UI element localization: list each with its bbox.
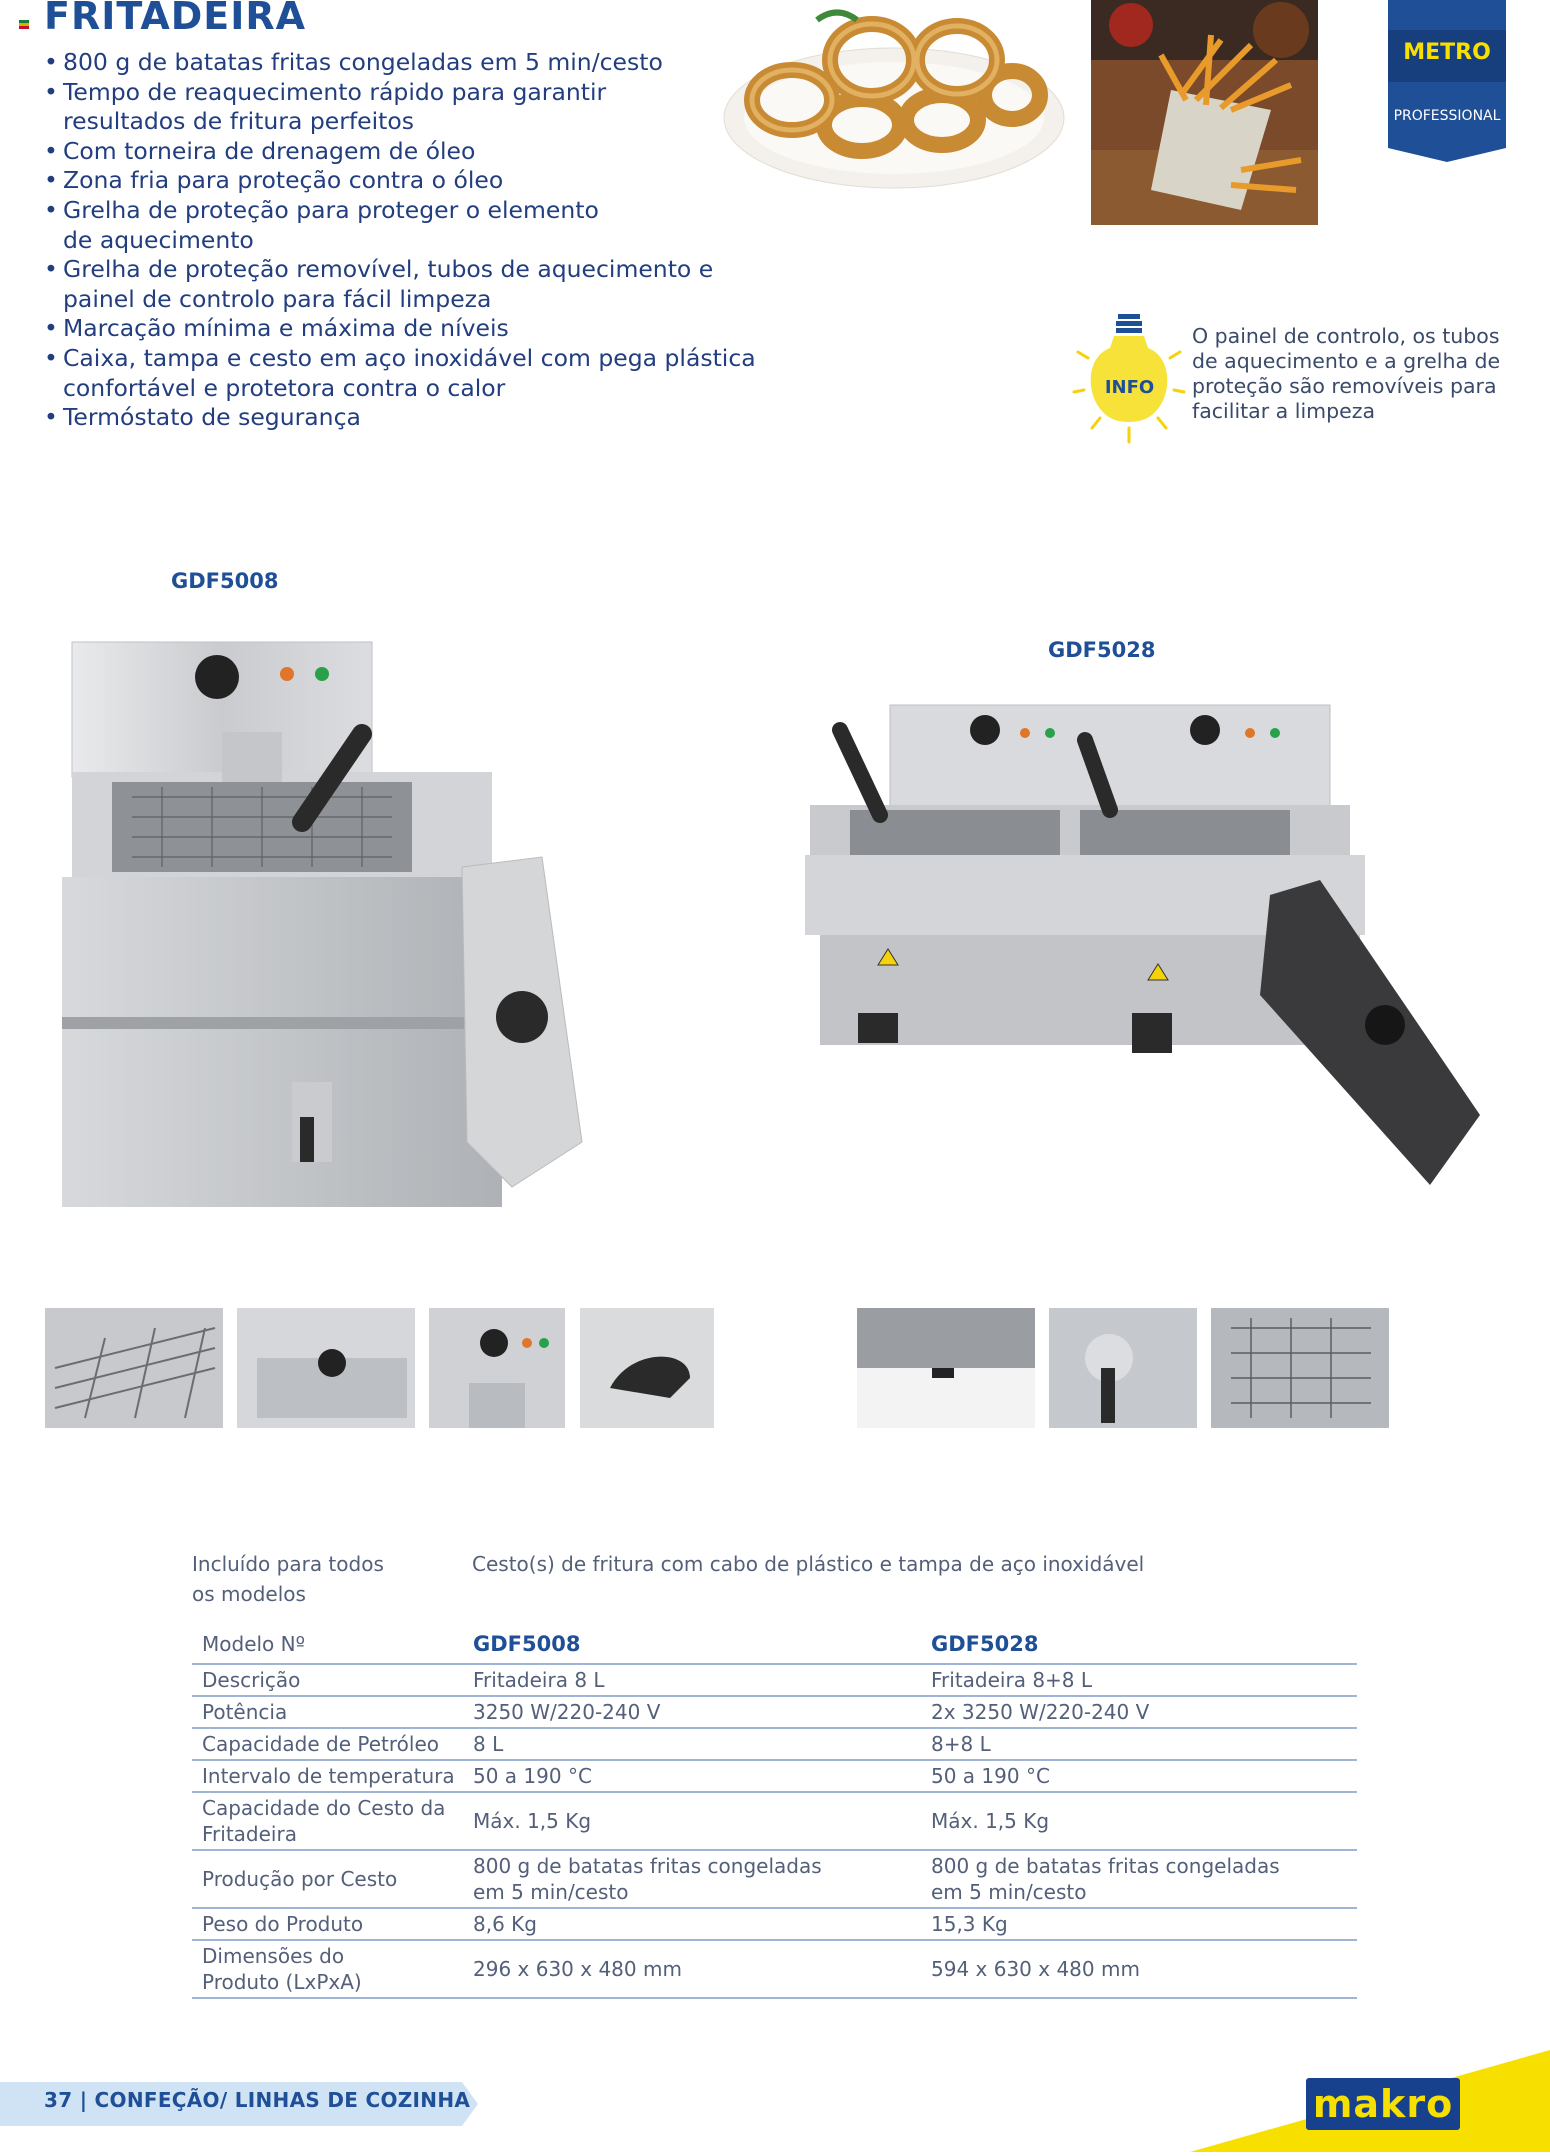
thumbnail-drain-tap	[1049, 1308, 1197, 1428]
table-row	[192, 1728, 1357, 1760]
feature-item: • Zona fria para proteção contra o óleo	[42, 166, 756, 196]
table-cell: Produção por Cesto	[192, 1850, 473, 1908]
thumbnail-control-panel	[429, 1308, 565, 1428]
feature-item: • Marcação mínima e máxima de níveis	[42, 314, 756, 344]
table-cell: 15,3 Kg	[911, 1908, 1357, 1940]
header-cell: Modelo Nº	[192, 1625, 473, 1664]
table-cell: Peso do Produto	[192, 1908, 473, 1940]
table-cell: 50 a 190 °C	[911, 1760, 1357, 1792]
table-cell: 296 x 630 x 480 mm	[473, 1940, 911, 1998]
gdf5028-product-image	[760, 695, 1480, 1195]
makro-logo-text: makro	[1312, 2082, 1454, 2126]
table-cell: Fritadeira 8 L	[473, 1664, 911, 1696]
model-label-gdf5028: GDF5028	[1048, 638, 1156, 662]
table-cell: 2x 3250 W/220-240 V	[911, 1696, 1357, 1728]
makro-logo	[1306, 2078, 1460, 2130]
thumbnail-lid	[237, 1308, 415, 1428]
table-cell: 8+8 L	[911, 1728, 1357, 1760]
feature-item: • Com torneira de drenagem de óleo	[42, 137, 756, 167]
table-row	[192, 1664, 1357, 1696]
table-cell: Máx. 1,5 Kg	[911, 1792, 1357, 1850]
gdf5008-product-image	[62, 622, 662, 1207]
table-cell: 8 L	[473, 1728, 911, 1760]
logo-metro-text: METRO	[1403, 40, 1491, 65]
table-row	[192, 1940, 1357, 1998]
included-row	[192, 1549, 1357, 1609]
included-label: Incluído para todos os modelos	[192, 1552, 384, 1606]
info-text: O painel de controlo, os tubos de aquecimento e a grelha de proteção são removíveis para facilitar a limpeza	[1192, 324, 1501, 423]
table-cell: Capacidade do Cesto da Fritadeira	[192, 1792, 473, 1850]
included-value: Cesto(s) de fritura com cabo de plástico e tampa de aço inoxidável	[472, 1552, 1145, 1576]
feature-item: • Grelha de proteção para proteger o elemento de aquecimento	[42, 196, 756, 255]
table-cell: Potência	[192, 1696, 473, 1728]
feature-item: • Tempo de reaquecimento rápido para garantir resultados de fritura perfeitos	[42, 78, 756, 137]
page-title: FRITADEIRA	[44, 0, 307, 38]
header-cell: GDF5028	[911, 1625, 1357, 1664]
table-cell: 800 g de batatas fritas congeladas em 5 min/cesto	[473, 1850, 911, 1908]
info-badge-text: INFO	[1104, 377, 1155, 398]
thumbnail-foot	[857, 1308, 1035, 1428]
metro-professional-logo	[1388, 0, 1506, 162]
table-cell: Máx. 1,5 Kg	[473, 1792, 911, 1850]
table-cell: Intervalo de temperatura	[192, 1760, 473, 1792]
spec-table	[192, 1625, 1357, 1999]
fries-photo	[1091, 0, 1318, 225]
thumbnail-basket-detail	[1211, 1308, 1389, 1428]
spec-section	[192, 1549, 1357, 1999]
table-header-row	[192, 1625, 1357, 1664]
model-label-gdf5008: GDF5008	[171, 569, 279, 593]
table-cell: 3250 W/220-240 V	[473, 1696, 911, 1728]
thumbnail-handle	[580, 1308, 714, 1428]
onion-rings-photo	[722, 0, 1067, 190]
table-row	[192, 1908, 1357, 1940]
table-row	[192, 1760, 1357, 1792]
feature-item: • Termóstato de segurança	[42, 403, 756, 433]
feature-list	[42, 48, 756, 433]
logo-professional-text: PROFESSIONAL	[1393, 108, 1501, 124]
table-cell: Fritadeira 8+8 L	[911, 1664, 1357, 1696]
feature-item: • 800 g de batatas fritas congeladas em 5 min/cesto	[42, 48, 756, 78]
table-cell: 594 x 630 x 480 mm	[911, 1940, 1357, 1998]
feature-item: • Grelha de proteção removível, tubos de aquecimento e painel de controlo para fácil limpeza	[42, 255, 756, 314]
table-cell: 800 g de batatas fritas congeladas em 5 min/cesto	[911, 1850, 1357, 1908]
footer-page-label: 37 | CONFEÇÃO/ LINHAS DE COZINHA	[44, 2088, 471, 2112]
table-cell: Descrição	[192, 1664, 473, 1696]
flag-icon	[19, 20, 29, 29]
table-cell: 50 a 190 °C	[473, 1760, 911, 1792]
table-row	[192, 1850, 1357, 1908]
feature-item: • Caixa, tampa e cesto em aço inoxidável com pega plástica confortável e protetora contra o calor	[42, 344, 756, 403]
table-row	[192, 1696, 1357, 1728]
table-cell: Capacidade de Petróleo	[192, 1728, 473, 1760]
thumbnail-basket	[45, 1308, 223, 1428]
table-row	[192, 1792, 1357, 1850]
table-cell: Dimensões do Produto (LxPxA)	[192, 1940, 473, 1998]
table-cell: 8,6 Kg	[473, 1908, 911, 1940]
info-bulb-icon	[1072, 310, 1187, 445]
header-cell: GDF5008	[473, 1625, 911, 1664]
